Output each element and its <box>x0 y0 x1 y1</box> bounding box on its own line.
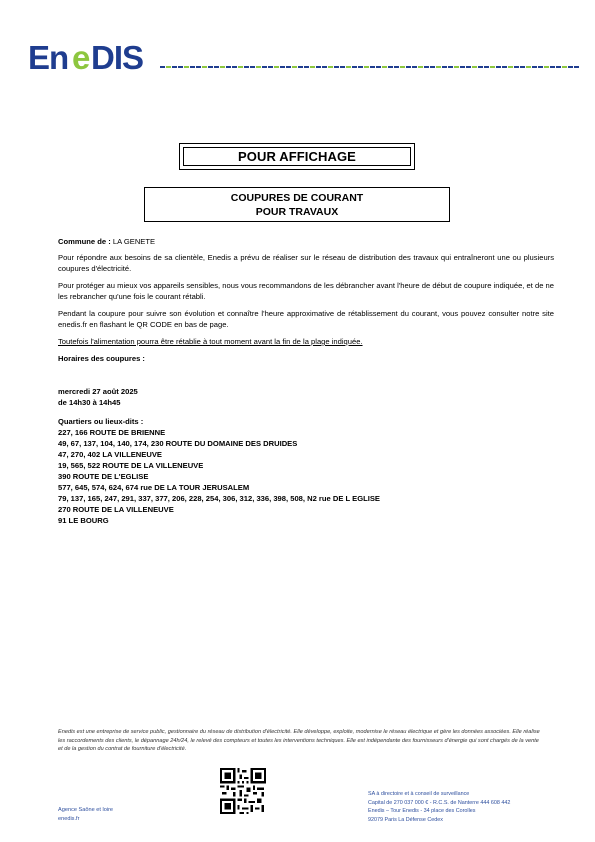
page-title: POUR AFFICHAGE <box>183 147 411 166</box>
commune-line <box>58 236 554 247</box>
paragraph-2: Pour protéger au mieux vos appareils sensibles, nous vous recommandons de les débrancher avant l'heure de début de coupure indiquée, et de ne les rebrancher qu'une fois le courant rétabli. <box>58 281 554 301</box>
company-type: SA à directoire et à conseil de surveillance <box>368 791 470 797</box>
company-city: 92079 Paris La Défense Cedex <box>368 816 443 823</box>
location-item: 577, 645, 574, 624, 674 rue DE LA TOUR JERUSALEM <box>58 483 250 492</box>
location-item: 49, 67, 137, 104, 140, 174, 230 ROUTE DU DOMAINE DES DRUIDES <box>58 439 298 448</box>
schedule-label: Horaires des coupures : <box>58 354 145 363</box>
svg-text:e: e <box>72 40 90 74</box>
location-item: 270 ROUTE DE LA VILLENEUVE <box>58 505 174 514</box>
subtitle-line-1: COUPURES DE COURANT <box>230 191 364 204</box>
company-capital: Capital de 270 037 000 € - R.C.S. de Nanterre 444 608 442 <box>368 799 511 806</box>
locations-label: Quartiers ou lieux-dits : <box>58 417 144 426</box>
paragraph-1: Pour répondre aux besoins de sa clientèle, Enedis a prévu de réaliser sur le réseau de distribution des travaux qui entraîneront une ou plusieurs coupures d'électricité. <box>58 253 554 273</box>
notice-body <box>58 236 554 526</box>
title-box <box>179 143 415 170</box>
location-item: 19, 565, 522 ROUTE DE LA VILLENEUVE <box>58 461 204 470</box>
footer-company-info <box>368 790 510 824</box>
svg-text:En: En <box>28 40 69 74</box>
legal-disclaimer: Enedis est une entreprise de service public, gestionnaire du réseau de distribution d'électricité. Elle développe, exploite, modernise le réseau électrique et gère les données associées. Elle réalise les raccordements des clients, le dépannage 24h/24, le relevé des compteurs et toutes les interventions techniques. Elle est indépendante des fournisseurs d'énergie qui sont chargés de la vente et de la gestion du contrat de fourniture d'électricité. <box>58 729 540 752</box>
header-dotted-line <box>160 66 580 68</box>
location-item: 390 ROUTE DE L'EGLISE <box>58 472 149 481</box>
website-link[interactable]: enedis.fr <box>58 816 80 822</box>
commune-value: LA GENETE <box>112 237 156 246</box>
subtitle-line-2: POUR TRAVAUX <box>255 205 339 218</box>
enedis-logo <box>28 40 158 74</box>
commune-label: Commune de : <box>58 237 111 246</box>
location-item: 91 LE BOURG <box>58 516 109 525</box>
paragraph-3: Pendant la coupure pour suivre son évolution et connaître l'heure approximative de rétablissement du courant, vous pouvez consulter notre site enedis.fr en flashant le QR CODE en bas de page. <box>58 309 554 329</box>
location-item: 47, 270, 402 LA VILLENEUVE <box>58 450 162 459</box>
footer-agency <box>58 806 113 824</box>
schedule-date: mercredi 27 août 2025 <box>58 387 138 396</box>
svg-text:DIS: DIS <box>91 40 144 74</box>
schedule-time: de 14h30 à 14h45 <box>58 398 121 407</box>
location-item: 79, 137, 165, 247, 291, 337, 377, 206, 228, 254, 306, 312, 336, 398, 508, N2 rue DE L EGLISE <box>58 494 380 503</box>
location-item: 227, 166 ROUTE DE BRIENNE <box>58 428 166 437</box>
agency-name: Agence Saône et loire <box>58 807 114 813</box>
qr-code-icon[interactable] <box>220 768 266 814</box>
company-address: Enedis – Tour Enedis - 34 place des Corolles <box>368 808 476 815</box>
subtitle-box <box>144 187 450 222</box>
warning-text: Toutefois l'alimentation pourra être rétablie à tout moment avant la fin de la plage indiquée. <box>58 337 363 346</box>
